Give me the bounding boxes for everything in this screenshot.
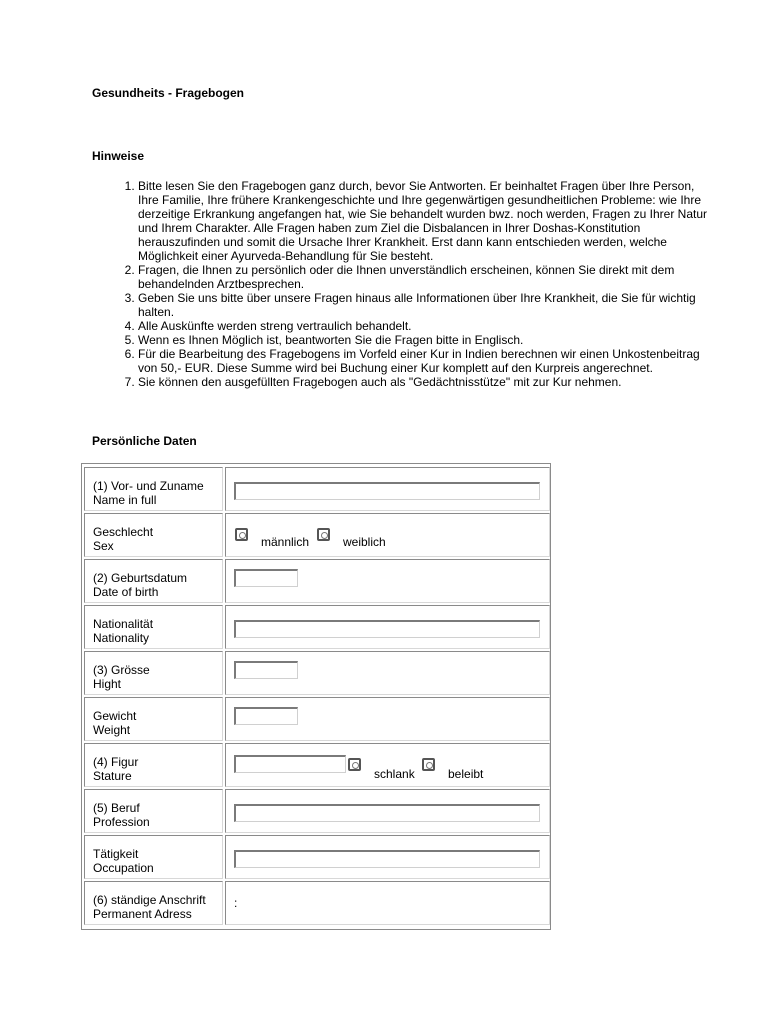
input-cell — [225, 835, 550, 879]
slim-radio[interactable] — [348, 758, 361, 771]
slim-label: schlank — [374, 767, 415, 781]
sex-label-de: Geschlecht — [93, 525, 154, 539]
note-item: 3. Geben Sie uns bitte über unsere Fragen hinaus alle Informationen über Ihre Krankheit, die Sie für wichtig halten. — [138, 291, 713, 319]
stature-label-de: (4) Figur — [93, 755, 139, 769]
form-row-height — [84, 651, 548, 695]
nationality-label-en: Nationality — [93, 631, 150, 645]
label-cell — [84, 835, 223, 879]
note-item: 6. Für die Bearbeitung des Fragebogens im Vorfeld einer Kur in Indien berechnen wir einen Unkostenbeitrag von 50,- EUR. Diese Summe wird bei Buchung einer Kur komplett auf den Kurpreis angerechnet. — [138, 347, 713, 375]
weight-input[interactable] — [234, 707, 298, 725]
input-cell — [225, 605, 550, 649]
label-cell — [84, 651, 223, 695]
address-field[interactable]: : — [234, 896, 238, 910]
sex-label-en: Sex — [93, 539, 114, 553]
female-label: weiblich — [343, 535, 386, 549]
notes-heading: Hinweise — [92, 149, 145, 163]
input-cell — [225, 697, 550, 741]
note-item: 2. Fragen, die Ihnen zu persönlich oder die Ihnen unverständlich erscheinen, können Sie direkt mit dem behandelnden Arztbesprechen. — [138, 263, 713, 291]
name-label-en: Name in full — [93, 493, 157, 507]
occupation-label-de: Tätigkeit — [93, 847, 139, 861]
address-label-de: (6) ständige Anschrift — [93, 893, 206, 907]
input-cell — [225, 743, 550, 787]
input-cell — [225, 789, 550, 833]
personal-data-form — [81, 463, 551, 930]
birth-label-en: Date of birth — [93, 585, 159, 599]
label-cell — [84, 559, 223, 603]
nationality-label-de: Nationalität — [93, 617, 154, 631]
label-cell — [84, 513, 223, 557]
occupation-input[interactable] — [234, 850, 540, 868]
male-label: männlich — [261, 535, 310, 549]
page-title: Gesundheits - Fragebogen — [92, 86, 245, 100]
birth-label-de: (2) Geburtsdatum — [93, 571, 188, 585]
name-input[interactable] — [234, 482, 540, 500]
input-cell — [225, 559, 550, 603]
profession-input[interactable] — [234, 804, 540, 822]
nationality-input[interactable] — [234, 620, 540, 638]
height-label-en: Hight — [93, 677, 122, 691]
form-row-birth — [84, 559, 548, 603]
personal-data-heading: Persönliche Daten — [92, 434, 197, 448]
stout-label: beleibt — [448, 767, 484, 781]
stature-input[interactable] — [234, 755, 346, 773]
note-item: 4. Alle Auskünfte werden streng vertraulich behandelt. — [138, 319, 713, 333]
occupation-label-en: Occupation — [93, 861, 154, 875]
label-cell — [84, 743, 223, 787]
label-cell — [84, 467, 223, 511]
label-cell — [84, 605, 223, 649]
notes-list — [110, 179, 713, 389]
note-item: 1. Bitte lesen Sie den Fragebogen ganz durch, bevor Sie Antworten. Er beinhaltet Fragen über Ihre Person, Ihre Familie, Ihre frühere Krankengeschichte und Ihre gegenwärtigen gesundheitlichen Probleme: wie Ihre derzeitige Erkrankung angefangen hat, wie Sie behandelt wurden bwz. noch werden, Fragen zu Ihrer Natur und Ihrem Charakter. Alle Fragen haben zum Ziel die Disbalancen in Ihrer Doshas-Konstitution herauszufinden und somit die Ursache Ihrer Krankheit. Erst dann kann entschieden werden, welche Möglichkeit einer Ayurveda-Behandlung für Sie besteht. — [138, 179, 713, 263]
label-cell — [84, 881, 223, 925]
form-row-weight — [84, 697, 548, 741]
label-cell — [84, 789, 223, 833]
note-item: 7. Sie können den ausgefüllten Fragebogen auch als "Gedächtnisstütze" mit zur Kur nehmen. — [138, 375, 713, 389]
input-cell — [225, 651, 550, 695]
note-item: 5. Wenn es Ihnen Möglich ist, beantworten Sie die Fragen bitte in Englisch. — [138, 333, 713, 347]
input-cell — [225, 513, 550, 557]
input-cell — [225, 467, 550, 511]
weight-label-de: Gewicht — [93, 709, 137, 723]
name-label-de: (1) Vor- und Zuname — [93, 479, 204, 493]
height-label-de: (3) Grösse — [93, 663, 150, 677]
stout-radio[interactable] — [422, 758, 435, 771]
input-cell — [225, 881, 550, 925]
form-row-name — [84, 467, 548, 511]
address-label-en: Permanent Adress — [93, 907, 192, 921]
birth-date-input[interactable] — [234, 569, 298, 587]
form-row-profession — [84, 789, 548, 833]
height-input[interactable] — [234, 661, 298, 679]
form-row-sex — [84, 513, 548, 557]
form-row-nationality — [84, 605, 548, 649]
form-row-stature — [84, 743, 548, 787]
profession-label-de: (5) Beruf — [93, 801, 140, 815]
male-radio[interactable] — [235, 528, 248, 541]
form-row-occupation — [84, 835, 548, 879]
label-cell — [84, 697, 223, 741]
stature-label-en: Stature — [93, 769, 132, 783]
form-row-address — [84, 881, 548, 925]
female-radio[interactable] — [317, 528, 330, 541]
weight-label-en: Weight — [93, 723, 131, 737]
profession-label-en: Profession — [93, 815, 150, 829]
